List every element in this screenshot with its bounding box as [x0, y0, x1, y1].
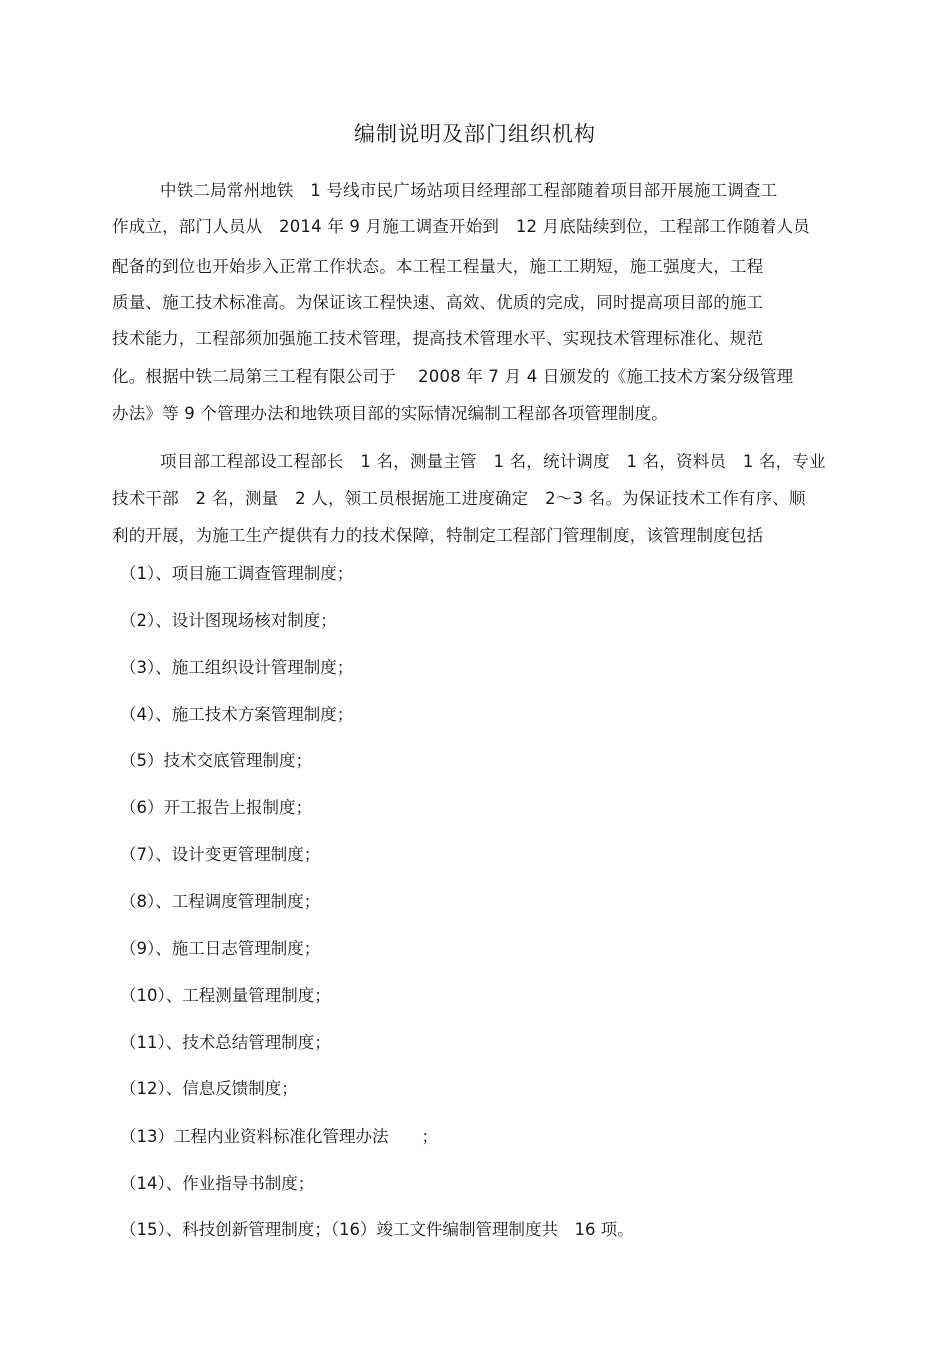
para2-line: 技术干部 2 名，测量 2 人，领工员根据施工进度确定 2～3 名。为保证技术工作有序、顺 [112, 489, 806, 508]
para1-line: 技术能力，工程部须加强施工技术管理，提高技术管理水平、实现技术管理标准化、规范 [112, 329, 764, 348]
list-item: （3）、施工组织设计管理制度； [120, 658, 354, 677]
list-item: （14）、作业指导书制度； [120, 1174, 315, 1193]
para1-line: 作成立，部门人员从 2014 年 9 月施工调查开始到 12 月底陆续到位，工程部工作随着人员 [112, 217, 810, 236]
para2-line: 利的开展，为施工生产提供有力的技术保障，特制定工程部门管理制度，该管理制度包括 [112, 526, 764, 545]
para1-line: 配备的到位也开始步入正常工作状态。本工程工程量大，施工工期短，施工强度大，工程 [112, 257, 764, 276]
list-item: （8）、工程调度管理制度； [120, 892, 321, 911]
para1-line: 中铁二局常州地铁 1 号线市民广场站项目经理部工程部随着项目部开展施工调查工 [160, 181, 778, 200]
para2-line: 项目部工程部设工程部长 1 名，测量主管 1 名，统计调度 1 名，资料员 1 名，专业 [160, 452, 826, 471]
para1-line: 化。根据中铁二局第三工程有限公司于 2008 年 7 月 4 日颁发的《施工技术方案分级管理 [112, 367, 794, 386]
list-item: （13）工程内业资料标准化管理办法 ； [120, 1127, 438, 1146]
list-item: （5）技术交底管理制度； [120, 751, 312, 770]
list-item: （10）、工程测量管理制度； [120, 986, 331, 1005]
list-item: （9）、施工日志管理制度； [120, 939, 321, 958]
page-title: 编制说明及部门组织机构 [354, 122, 596, 146]
list-item: （6）开工报告上报制度； [120, 798, 312, 817]
list-item: （2）、设计图现场核对制度； [120, 611, 337, 630]
list-item: （12）、信息反馈制度； [120, 1079, 298, 1098]
list-item: （1）、项目施工调查管理制度； [120, 564, 354, 583]
list-item: （7）、设计变更管理制度； [120, 845, 321, 864]
list-item: （11）、技术总结管理制度； [120, 1033, 331, 1052]
list-item: （15）、科技创新管理制度；（16）竣工文件编制管理制度共 16 项。 [120, 1220, 634, 1239]
list-item: （4）、施工技术方案管理制度； [120, 705, 354, 724]
para1-line: 办法》等 9 个管理办法和地铁项目部的实际情况编制工程部各项管理制度。 [112, 404, 668, 423]
para1-line: 质量、施工技术标准高。为保证该工程快速、高效、优质的完成，同时提高项目部的施工 [112, 293, 764, 312]
